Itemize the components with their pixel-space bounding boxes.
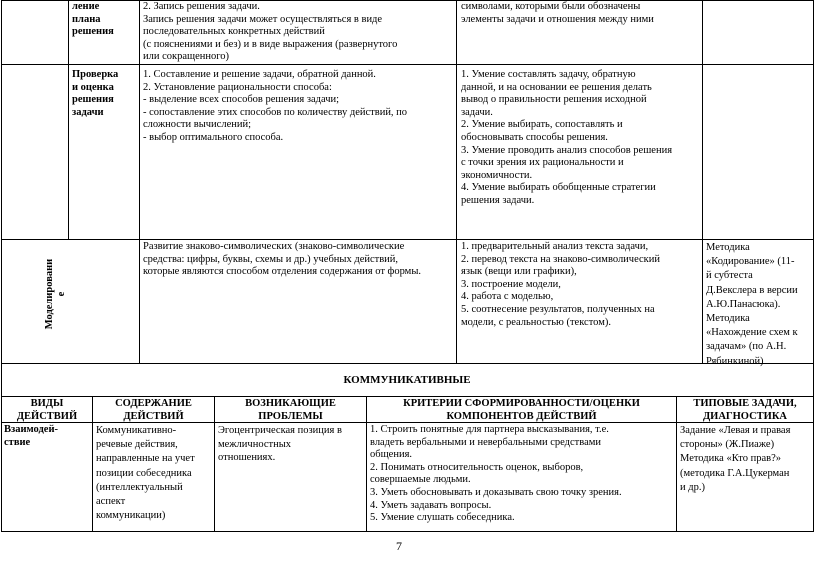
header-content: [93, 398, 214, 423]
stage-plan-line: ление: [72, 1, 100, 12]
interaction-type-line: ствие: [4, 436, 31, 448]
check-content-line: 2. Установление рациональности способа:: [143, 81, 332, 93]
modeling-action-cell: [44, 258, 74, 368]
modeling-content-line: Развитие знаково-символических (знаково-символические: [143, 241, 405, 252]
check-criteria-line: 2. Умение выбирать, сопоставлять и: [461, 119, 623, 131]
stage-plan-line: плана: [72, 13, 101, 25]
interaction-tasks-line: Задание «Левая и правая: [680, 425, 791, 436]
stage-check-cell: [72, 69, 138, 119]
modeling-diagnostics-line: задачам» (по А.Н.: [706, 341, 787, 353]
check-criteria-line: задачи.: [461, 106, 493, 118]
stage-check-line: задачи: [72, 106, 104, 118]
modeling-criteria-line: 3. построение модели,: [461, 278, 561, 290]
modeling-content-line: которые являются способом отделения содержания от формы.: [143, 266, 422, 278]
plan-content-line: последовательных конкретных действий: [143, 26, 325, 38]
header-types: [2, 398, 92, 423]
header-criteria: [367, 398, 676, 423]
interaction-criteria-line: 2. Понимать относительность оценок, выборов,: [370, 461, 584, 473]
check-content-line: 1. Составление и решение задачи, обратной данной.: [143, 69, 376, 80]
modeling-action-line: Моделировани: [44, 258, 55, 330]
interaction-problems-line: Эгоцентрическая позиция в: [218, 425, 342, 436]
interaction-type-cell: [4, 424, 92, 449]
check-criteria-line: вывод о правильности решения исходной: [461, 94, 647, 106]
modeling-criteria-line: модели, с реальностью (текстом).: [461, 316, 611, 328]
rule-upper-col2: [139, 0, 140, 363]
modeling-action-label: [44, 240, 67, 348]
check-criteria-cell: [461, 69, 701, 208]
interaction-problems-cell: [218, 424, 365, 465]
plan-content-line: или сокращенного): [143, 51, 230, 63]
interaction-criteria-line: общения.: [370, 449, 413, 461]
interaction-content-line: Коммуникативно-: [96, 425, 177, 436]
interaction-tasks-line: стороны» (Ж.Пиаже): [680, 439, 775, 451]
check-content-line: - выбор оптимального способа.: [143, 131, 284, 143]
rule-row2-bottom: [1, 239, 814, 240]
header-types-line: ВИДЫ: [30, 398, 64, 409]
interaction-criteria-line: 4. Уметь задавать вопросы.: [370, 499, 492, 511]
modeling-criteria-cell: [461, 241, 701, 329]
plan-criteria-line: символами, которыми были обозначены: [461, 1, 641, 12]
interaction-content-line: направленные на учет: [96, 453, 195, 465]
modeling-content-line: средства: цифры, буквы, схемы и др.) учебных действий,: [143, 253, 399, 265]
check-content-cell: [143, 69, 455, 145]
rule-right-edge: [813, 0, 814, 531]
rule-upper-col1: [68, 0, 69, 239]
rule-table-bottom: [1, 531, 814, 532]
interaction-problems-line: межличностных: [218, 438, 292, 450]
check-content-line: сложности вычислений;: [143, 119, 252, 131]
header-content-line: СОДЕРЖАНИЕ: [115, 398, 192, 409]
modeling-diagnostics-cell: [706, 241, 812, 369]
check-criteria-line: данной, и на основании ее решения делать: [461, 81, 652, 93]
plan-criteria-line: элементы задачи и отношения между ними: [461, 13, 654, 25]
header-problems-line: ПРОБЛЕМЫ: [258, 410, 323, 422]
header-tasks: [677, 398, 813, 423]
plan-content-cell: [143, 1, 455, 64]
stage-check-line: Проверка: [72, 69, 119, 80]
rule-modeling-bottom: [1, 363, 814, 364]
interaction-type-line: Взаимодей-: [4, 424, 59, 435]
page-number: 7: [396, 539, 402, 553]
modeling-diagnostics-line: «Нахождение схем к: [706, 327, 798, 339]
header-problems-line: ВОЗНИКАЮЩИЕ: [245, 398, 336, 409]
stage-plan-line: решения: [72, 26, 114, 38]
modeling-criteria-line: 4. работа с моделью,: [461, 291, 554, 303]
header-tasks-line: ТИПОВЫЕ ЗАДАЧИ,: [693, 398, 797, 409]
interaction-criteria-line: 5. Умение слушать собеседника.: [370, 512, 515, 524]
check-criteria-line: 1. Умение составлять задачу, обратную: [461, 69, 636, 80]
modeling-criteria-line: 1. предварительный анализ текста задачи,: [461, 241, 649, 252]
interaction-criteria-line: 1. Строить понятные для партнера высказывания, т.е.: [370, 424, 609, 435]
interaction-criteria-line: совершаемые людьми.: [370, 474, 471, 486]
modeling-diagnostics-line: Д.Векслера в версии: [706, 284, 798, 296]
check-content-line: - выделение всех способов решения задачи;: [143, 94, 340, 106]
interaction-tasks-line: и др.): [680, 481, 705, 493]
check-criteria-line: с точки зрения их рациональности и: [461, 157, 624, 169]
modeling-diagnostics-line: Методика: [706, 242, 750, 253]
interaction-criteria-line: владеть вербальными и невербальными средствами: [370, 436, 601, 448]
header-types-line: ДЕЙСТВИЙ: [16, 410, 78, 422]
modeling-diagnostics-line: Рябинкиной): [706, 355, 764, 367]
rule-row1-bottom: [1, 64, 814, 65]
modeling-diagnostics-line: А.Ю.Панасюка).: [706, 298, 781, 310]
check-criteria-line: 3. Умение проводить анализ способов решения: [461, 144, 673, 156]
interaction-content-line: коммуникации): [96, 510, 166, 522]
section-title: КОММУНИКАТИВНЫЕ: [343, 374, 471, 386]
rule-upper-col3: [456, 0, 457, 363]
interaction-content-line: речевые действия,: [96, 439, 178, 451]
rule-left-edge: [1, 0, 2, 531]
rule-section-bottom: [1, 396, 814, 397]
stage-plan-cell: [72, 1, 138, 39]
header-criteria-line: КРИТЕРИИ СФОРМИРОВАННОСТИ/ОЦЕНКИ: [403, 398, 640, 409]
interaction-content-cell: [96, 424, 213, 523]
interaction-problems-line: отношениях.: [218, 452, 276, 464]
interaction-tasks-cell: [680, 424, 812, 495]
modeling-diagnostics-line: «Кодирование» (11-: [706, 256, 795, 268]
interaction-tasks-line: (методика Г.А.Цукерман: [680, 467, 790, 479]
check-criteria-line: решения задачи.: [461, 194, 535, 206]
interaction-content-line: позиции собеседника: [96, 467, 192, 479]
interaction-tasks-line: Методика «Кто прав?»: [680, 453, 782, 465]
plan-content-line: (с пояснениями и без) и в виде выражения (развернутого: [143, 38, 398, 50]
rule-upper-col4: [702, 0, 703, 363]
stage-check-line: решения: [72, 94, 114, 106]
modeling-criteria-line: язык (вещи или графики),: [461, 266, 577, 278]
header-content-line: ДЕЙСТВИЙ: [123, 410, 184, 422]
header-problems: [215, 398, 366, 423]
modeling-diagnostics-line: Методика: [706, 313, 750, 325]
check-content-line: - сопоставление этих способов по количеству действий, по: [143, 106, 408, 118]
modeling-criteria-line: 5. соотнесение результатов, полученных на: [461, 303, 655, 315]
interaction-content-line: (интеллектуальный: [96, 481, 183, 493]
modeling-action-line: е: [56, 291, 67, 297]
modeling-content-cell: [143, 241, 455, 279]
interaction-content-line: аспект: [96, 496, 126, 508]
modeling-diagnostics-line: й субтеста: [706, 270, 753, 282]
header-tasks-line: ДИАГНОСТИКА: [702, 410, 788, 422]
check-criteria-line: обосновывать способы решения.: [461, 131, 608, 143]
check-criteria-line: экономичности.: [461, 169, 533, 181]
interaction-criteria-line: 3. Уметь обосновывать и доказывать свою точку зрения.: [370, 486, 622, 498]
check-criteria-line: 4. Умение выбирать обобщенные стратегии: [461, 182, 656, 194]
plan-content-line: 2. Запись решения задачи.: [143, 1, 260, 12]
plan-content-line: Запись решения задачи может осуществляться в виде: [143, 13, 383, 25]
header-criteria-line: КОМПОНЕНТОВ ДЕЙСТВИЙ: [446, 410, 597, 422]
stage-check-line: и оценка: [72, 81, 114, 93]
modeling-criteria-line: 2. перевод текста на знаково-символический: [461, 253, 661, 265]
plan-criteria-cell: [461, 1, 701, 26]
interaction-criteria-cell: [370, 424, 675, 525]
